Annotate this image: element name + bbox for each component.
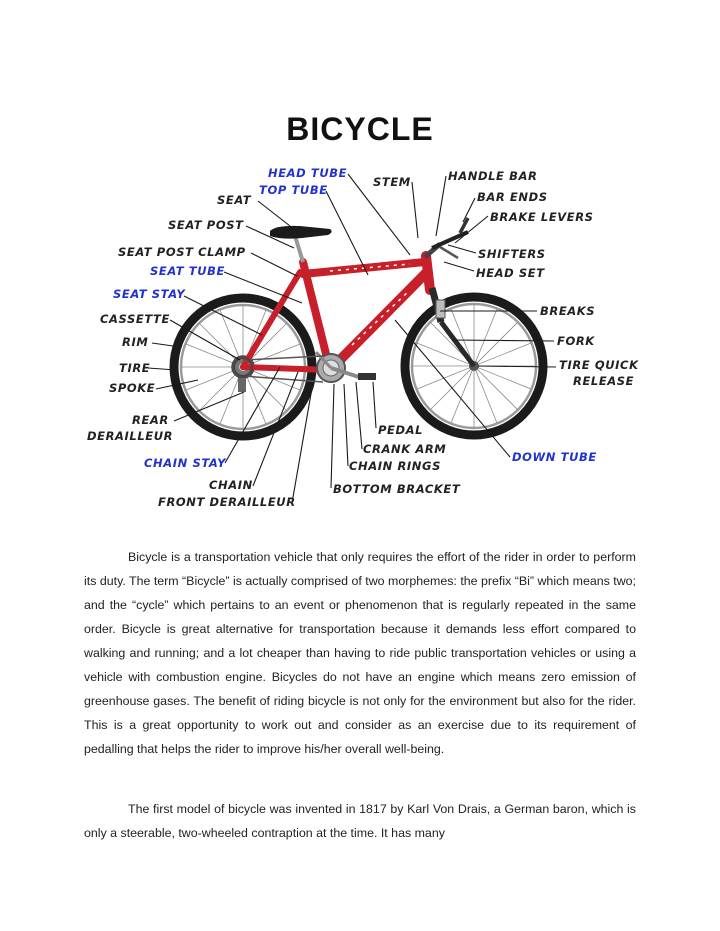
body-paragraph-2 <box>84 797 636 845</box>
label-top-tube: TOP TUBE <box>259 183 328 197</box>
label-fork: FORK <box>557 334 595 348</box>
label-spoke: SPOKE <box>109 381 156 395</box>
label-rear: REAR <box>132 413 169 427</box>
label-seat-stay: SEAT STAY <box>113 287 186 301</box>
label-front-derailleur: FRONT DERAILLEUR <box>158 495 296 509</box>
label-rim: RIM <box>122 335 149 349</box>
label-pedal: PEDAL <box>378 423 424 437</box>
label-chain-rings: CHAIN RINGS <box>349 459 441 473</box>
label-bottom-bracket: BOTTOM BRACKET <box>333 482 461 496</box>
label-head-set: HEAD SET <box>476 266 545 280</box>
label-seat-tube: SEAT TUBE <box>150 264 225 278</box>
label-head-tube: HEAD TUBE <box>268 166 348 180</box>
page-title: BICYCLE <box>286 111 434 147</box>
label-bar-ends: BAR ENDS <box>477 190 548 204</box>
label-chain: CHAIN <box>209 478 253 492</box>
label-derailleur: DERAILLEUR <box>87 429 174 443</box>
label-seat-post: SEAT POST <box>168 218 244 232</box>
body-paragraph-1 <box>84 545 636 761</box>
label-chain-stay: CHAIN STAY <box>144 456 227 470</box>
paragraph-text: The first model of bicycle was invented in 1817 by Karl Von Drais, a German baron, which is only a steerable, two-wheeled contraption at the time. It has many <box>84 802 636 840</box>
paragraph-text: Bicycle is a transportation vehicle that only requires the effort of the rider in order to perform its duty. The term “Bicycle” is actually comprised of two morphemes: the prefix “Bi” which means two; and the “cycle” which pertains to an event or phenomenon that is regularly repeated in the same order. Bicycle is great alternative for transportation because it demands less effort compared to walking and running; and a lot cheaper than having to ride public transportation vehicles or using a vehicle with combustion engine. Bicycles do not have an engine which means zero emission of greenhouse gases. The benefit of riding bicycle is not only for the environment but also for the rider. This is a great opportunity to work out and consider as an exercise due to its requirement of pedalling that helps the rider to improve his/her overall well-being. <box>84 550 636 756</box>
label-shifters: SHIFTERS <box>478 247 546 261</box>
label-down-tube: DOWN TUBE <box>512 450 597 464</box>
label-handle-bar: HANDLE BAR <box>448 169 538 183</box>
label-seat-post-clamp: SEAT POST CLAMP <box>118 245 246 259</box>
label-release: RELEASE <box>573 374 635 388</box>
saddle <box>270 226 332 262</box>
label-breaks: BREAKS <box>540 304 596 318</box>
label-cassette: CASSETTE <box>100 312 170 326</box>
label-tire-quick: TIRE QUICK <box>559 358 639 372</box>
label-brake-levers: BRAKE LEVERS <box>490 210 594 224</box>
label-stem: STEM <box>373 175 411 189</box>
label-crank-arm: CRANK ARM <box>363 442 447 456</box>
label-seat: SEAT <box>217 193 252 207</box>
label-tire: TIRE <box>119 361 151 375</box>
